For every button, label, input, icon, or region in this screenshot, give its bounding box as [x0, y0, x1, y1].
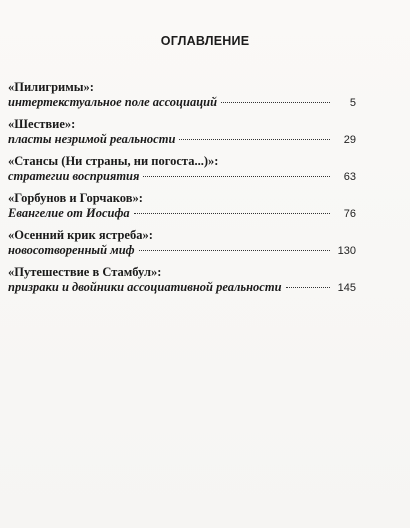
entry-title: «Горбунов и Горчаков»: — [8, 191, 143, 205]
entry-title: «Путешествие в Стамбул»: — [8, 265, 162, 279]
entry-subtitle: стратегии восприятия — [8, 169, 140, 183]
entry-line — [8, 169, 356, 185]
entry-line — [8, 243, 356, 259]
toc-heading: ОГЛАВЛЕНИЕ — [160, 34, 250, 48]
dot-leader — [139, 250, 330, 251]
entry-line — [8, 280, 356, 296]
page-number: 29 — [343, 134, 356, 146]
toc-entry — [8, 265, 356, 296]
entry-line — [8, 95, 356, 111]
entry-title: «Осенний крик ястреба»: — [8, 228, 153, 242]
page-number: 145 — [337, 282, 356, 294]
page-number: 76 — [343, 208, 356, 220]
toc-entry — [8, 80, 356, 111]
dot-leader — [134, 213, 330, 214]
entry-subtitle: призраки и двойники ассоциативной реальности — [8, 280, 282, 294]
entry-title: «Пилигримы»: — [8, 80, 94, 94]
entry-subtitle: интертекстуальное поле ассоциаций — [8, 95, 218, 109]
page-number: 130 — [337, 245, 356, 257]
page-number: 5 — [349, 97, 356, 109]
dot-leader — [179, 139, 330, 140]
dot-leader — [221, 102, 330, 103]
entry-line — [8, 206, 356, 222]
toc-entry — [8, 228, 356, 259]
dot-leader — [286, 287, 330, 288]
entry-subtitle: Евангелие от Иосифа — [8, 206, 130, 220]
entry-line — [8, 132, 356, 148]
toc-entry — [8, 154, 356, 185]
entry-subtitle: пласты незримой реальности — [8, 132, 176, 146]
toc-entry — [8, 191, 356, 222]
entry-subtitle: новосотворенный миф — [8, 243, 135, 257]
dot-leader — [143, 176, 330, 177]
entry-title: «Шествие»: — [8, 117, 76, 131]
table-of-contents — [8, 80, 356, 302]
page-number: 63 — [343, 171, 356, 183]
toc-entry — [8, 117, 356, 148]
entry-title: «Стансы (Ни страны, ни погоста...)»: — [8, 154, 219, 168]
